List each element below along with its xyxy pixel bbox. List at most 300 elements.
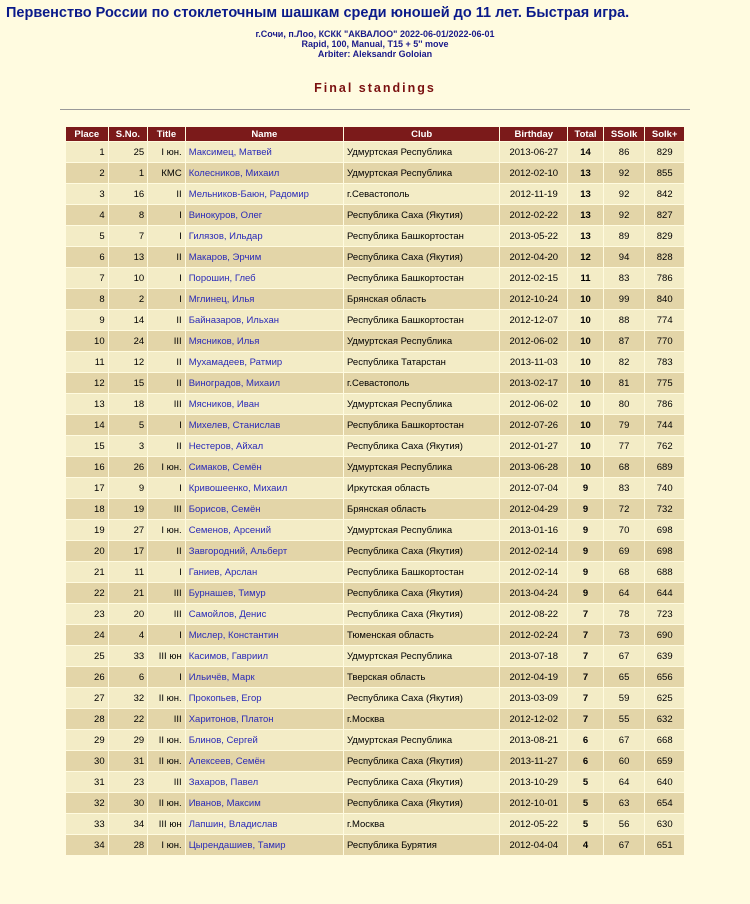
cell-total: 14: [568, 142, 603, 162]
cell-sno: 9: [109, 478, 148, 498]
cell-solk-plus: 783: [645, 352, 684, 372]
cell-solk-plus: 786: [645, 268, 684, 288]
cell-birthday: 2012-12-07: [500, 310, 567, 330]
cell-total: 7: [568, 625, 603, 645]
cell-ssolk: 70: [604, 520, 645, 540]
cell-ssolk: 67: [604, 646, 645, 666]
cell-birthday: 2012-06-02: [500, 331, 567, 351]
cell-ssolk: 83: [604, 268, 645, 288]
cell-name[interactable]: Виноградов, Михаил: [186, 373, 343, 393]
cell-solk-plus: 651: [645, 835, 684, 855]
cell-place: 34: [66, 835, 108, 855]
cell-ssolk: 79: [604, 415, 645, 435]
cell-place: 2: [66, 163, 108, 183]
cell-total: 12: [568, 247, 603, 267]
cell-solk-plus: 762: [645, 436, 684, 456]
cell-solk-plus: 829: [645, 142, 684, 162]
cell-club: Брянская область: [344, 289, 499, 309]
cell-name[interactable]: Ганиев, Арслан: [186, 562, 343, 582]
cell-name[interactable]: Колесников, Михаил: [186, 163, 343, 183]
cell-solk-plus: 630: [645, 814, 684, 834]
table-row: [66, 226, 684, 246]
cell-birthday: 2012-04-04: [500, 835, 567, 855]
cell-name[interactable]: Захаров, Павел: [186, 772, 343, 792]
cell-name[interactable]: Харитонов, Платон: [186, 709, 343, 729]
cell-name[interactable]: Мислер, Константин: [186, 625, 343, 645]
cell-birthday: 2013-07-18: [500, 646, 567, 666]
table-row: [66, 247, 684, 267]
cell-birthday: 2012-04-29: [500, 499, 567, 519]
cell-club: Иркутская область: [344, 478, 499, 498]
cell-club: г.Москва: [344, 814, 499, 834]
cell-name[interactable]: Бурнашев, Тимур: [186, 583, 343, 603]
cell-club: Республика Саха (Якутия): [344, 541, 499, 561]
table-row: [66, 499, 684, 519]
cell-place: 25: [66, 646, 108, 666]
cell-place: 8: [66, 289, 108, 309]
cell-total: 6: [568, 730, 603, 750]
cell-birthday: 2012-02-15: [500, 268, 567, 288]
cell-place: 33: [66, 814, 108, 834]
cell-name[interactable]: Касимов, Гавриил: [186, 646, 343, 666]
cell-sno: 12: [109, 352, 148, 372]
table-row: [66, 772, 684, 792]
cell-solk-plus: 775: [645, 373, 684, 393]
cell-solk-plus: 640: [645, 772, 684, 792]
cell-club: Удмуртская Республика: [344, 331, 499, 351]
cell-title: III юн: [148, 646, 185, 666]
cell-birthday: 2013-05-22: [500, 226, 567, 246]
cell-birthday: 2013-01-16: [500, 520, 567, 540]
cell-ssolk: 64: [604, 772, 645, 792]
cell-total: 13: [568, 184, 603, 204]
cell-birthday: 2012-02-10: [500, 163, 567, 183]
cell-birthday: 2012-02-14: [500, 541, 567, 561]
cell-club: Республика Саха (Якутия): [344, 247, 499, 267]
cell-name[interactable]: Винокуров, Олег: [186, 205, 343, 225]
cell-total: 6: [568, 751, 603, 771]
cell-total: 10: [568, 415, 603, 435]
cell-sno: 26: [109, 457, 148, 477]
page-title: Первенство России по стоклеточным шашкам среди юношей до 11 лет. Быстрая игра.: [6, 5, 630, 21]
cell-place: 16: [66, 457, 108, 477]
table-row: [66, 793, 684, 813]
cell-sno: 31: [109, 751, 148, 771]
cell-birthday: 2013-11-03: [500, 352, 567, 372]
cell-birthday: 2013-08-21: [500, 730, 567, 750]
cell-place: 6: [66, 247, 108, 267]
cell-ssolk: 87: [604, 331, 645, 351]
cell-place: 11: [66, 352, 108, 372]
cell-total: 10: [568, 331, 603, 351]
table-row: [66, 352, 684, 372]
cell-place: 5: [66, 226, 108, 246]
cell-title: I: [148, 562, 185, 582]
cell-place: 26: [66, 667, 108, 687]
cell-club: Удмуртская Республика: [344, 394, 499, 414]
table-row: [66, 394, 684, 414]
col-name[interactable]: Name: [186, 127, 343, 141]
cell-solk-plus: 688: [645, 562, 684, 582]
cell-title: II: [148, 436, 185, 456]
cell-ssolk: 89: [604, 226, 645, 246]
cell-place: 17: [66, 478, 108, 498]
cell-solk-plus: 740: [645, 478, 684, 498]
divider: [60, 109, 690, 110]
cell-title: I: [148, 268, 185, 288]
cell-sno: 19: [109, 499, 148, 519]
cell-birthday: 2012-10-24: [500, 289, 567, 309]
table-row: [66, 709, 684, 729]
cell-club: Удмуртская Республика: [344, 520, 499, 540]
cell-title: II: [148, 184, 185, 204]
cell-title: I юн.: [148, 457, 185, 477]
cell-name[interactable]: Завгородний, Альберт: [186, 541, 343, 561]
col-title[interactable]: Title: [148, 127, 185, 141]
cell-total: 5: [568, 772, 603, 792]
cell-name[interactable]: Нестеров, Айхал: [186, 436, 343, 456]
cell-place: 24: [66, 625, 108, 645]
cell-title: II: [148, 541, 185, 561]
cell-place: 30: [66, 751, 108, 771]
cell-sno: 17: [109, 541, 148, 561]
cell-birthday: 2012-11-19: [500, 184, 567, 204]
table-row: [66, 436, 684, 456]
cell-total: 10: [568, 373, 603, 393]
cell-club: Удмуртская Республика: [344, 142, 499, 162]
cell-place: 28: [66, 709, 108, 729]
col-birthday[interactable]: Birthday: [500, 127, 567, 141]
cell-total: 13: [568, 163, 603, 183]
cell-club: г.Севастополь: [344, 184, 499, 204]
cell-title: III: [148, 499, 185, 519]
cell-club: Республика Саха (Якутия): [344, 583, 499, 603]
cell-club: Республика Саха (Якутия): [344, 751, 499, 771]
cell-name[interactable]: Иванов, Максим: [186, 793, 343, 813]
cell-name[interactable]: Прокопьев, Егор: [186, 688, 343, 708]
cell-sno: 1: [109, 163, 148, 183]
cell-title: I: [148, 205, 185, 225]
cell-birthday: 2012-07-04: [500, 478, 567, 498]
cell-solk-plus: 827: [645, 205, 684, 225]
cell-title: I: [148, 415, 185, 435]
cell-club: Республика Башкортостан: [344, 226, 499, 246]
cell-solk-plus: 770: [645, 331, 684, 351]
cell-place: 18: [66, 499, 108, 519]
cell-name[interactable]: Гилязов, Ильдар: [186, 226, 343, 246]
cell-birthday: 2012-06-02: [500, 394, 567, 414]
cell-ssolk: 67: [604, 835, 645, 855]
col-total[interactable]: Total: [568, 127, 603, 141]
table-row: [66, 142, 684, 162]
cell-club: Республика Башкортостан: [344, 310, 499, 330]
cell-name[interactable]: Мясников, Иван: [186, 394, 343, 414]
cell-sno: 6: [109, 667, 148, 687]
cell-birthday: 2012-10-01: [500, 793, 567, 813]
table-row: [66, 163, 684, 183]
cell-total: 10: [568, 457, 603, 477]
cell-place: 22: [66, 583, 108, 603]
cell-club: Республика Саха (Якутия): [344, 604, 499, 624]
cell-ssolk: 65: [604, 667, 645, 687]
cell-birthday: 2013-04-24: [500, 583, 567, 603]
cell-total: 11: [568, 268, 603, 288]
cell-sno: 11: [109, 562, 148, 582]
cell-ssolk: 82: [604, 352, 645, 372]
cell-sno: 23: [109, 772, 148, 792]
cell-birthday: 2012-07-26: [500, 415, 567, 435]
cell-club: Республика Саха (Якутия): [344, 772, 499, 792]
cell-sno: 34: [109, 814, 148, 834]
cell-birthday: 2012-04-20: [500, 247, 567, 267]
cell-solk-plus: 698: [645, 520, 684, 540]
table-row: [66, 478, 684, 498]
cell-ssolk: 92: [604, 184, 645, 204]
col-solk-plus[interactable]: Solk+: [645, 127, 684, 141]
cell-title: I юн.: [148, 142, 185, 162]
table-row: [66, 751, 684, 771]
cell-club: Удмуртская Республика: [344, 646, 499, 666]
cell-club: Удмуртская Республика: [344, 163, 499, 183]
cell-sno: 4: [109, 625, 148, 645]
cell-club: Республика Саха (Якутия): [344, 688, 499, 708]
cell-title: II: [148, 373, 185, 393]
cell-place: 9: [66, 310, 108, 330]
cell-name[interactable]: Самойлов, Денис: [186, 604, 343, 624]
section-title: Final standings: [314, 81, 436, 95]
cell-club: г.Москва: [344, 709, 499, 729]
cell-title: II: [148, 247, 185, 267]
cell-solk-plus: 668: [645, 730, 684, 750]
cell-solk-plus: 654: [645, 793, 684, 813]
cell-club: г.Севастополь: [344, 373, 499, 393]
cell-name[interactable]: Алексеев, Семён: [186, 751, 343, 771]
cell-total: 7: [568, 709, 603, 729]
cell-total: 10: [568, 289, 603, 309]
cell-title: III: [148, 772, 185, 792]
cell-name[interactable]: Максимец, Матвей: [186, 142, 343, 162]
cell-ssolk: 55: [604, 709, 645, 729]
cell-ssolk: 94: [604, 247, 645, 267]
tournament-info: [0, 29, 750, 59]
cell-place: 12: [66, 373, 108, 393]
table-row: [66, 667, 684, 687]
cell-title: III: [148, 583, 185, 603]
table-row: [66, 604, 684, 624]
cell-birthday: 2012-02-22: [500, 205, 567, 225]
cell-name[interactable]: Борисов, Семён: [186, 499, 343, 519]
table-row: [66, 373, 684, 393]
table-row: [66, 835, 684, 855]
cell-title: III: [148, 709, 185, 729]
cell-total: 7: [568, 604, 603, 624]
cell-place: 29: [66, 730, 108, 750]
cell-name[interactable]: Симаков, Семён: [186, 457, 343, 477]
cell-ssolk: 81: [604, 373, 645, 393]
cell-name[interactable]: Михелев, Станислав: [186, 415, 343, 435]
table-row: [66, 688, 684, 708]
cell-sno: 14: [109, 310, 148, 330]
table-row: [66, 331, 684, 351]
cell-ssolk: 83: [604, 478, 645, 498]
cell-solk-plus: 855: [645, 163, 684, 183]
cell-name[interactable]: Мглинец, Илья: [186, 289, 343, 309]
col-sno[interactable]: S.No.: [109, 127, 148, 141]
cell-place: 15: [66, 436, 108, 456]
cell-ssolk: 88: [604, 310, 645, 330]
cell-birthday: 2013-06-27: [500, 142, 567, 162]
cell-birthday: 2013-10-29: [500, 772, 567, 792]
cell-total: 4: [568, 835, 603, 855]
cell-total: 5: [568, 793, 603, 813]
cell-total: 10: [568, 436, 603, 456]
cell-birthday: 2012-02-14: [500, 562, 567, 582]
cell-name[interactable]: Байназаров, Ильхан: [186, 310, 343, 330]
cell-title: I: [148, 226, 185, 246]
cell-club: Республика Татарстан: [344, 352, 499, 372]
cell-ssolk: 69: [604, 541, 645, 561]
cell-birthday: 2012-02-24: [500, 625, 567, 645]
cell-sno: 13: [109, 247, 148, 267]
col-ssolk[interactable]: SSolk: [604, 127, 645, 141]
cell-ssolk: 64: [604, 583, 645, 603]
cell-total: 9: [568, 478, 603, 498]
cell-place: 14: [66, 415, 108, 435]
cell-solk-plus: 774: [645, 310, 684, 330]
table-row: [66, 646, 684, 666]
cell-club: Республика Бурятия: [344, 835, 499, 855]
cell-club: Республика Башкортостан: [344, 415, 499, 435]
cell-solk-plus: 840: [645, 289, 684, 309]
cell-name[interactable]: Блинов, Сергей: [186, 730, 343, 750]
cell-sno: 32: [109, 688, 148, 708]
cell-sno: 10: [109, 268, 148, 288]
cell-name[interactable]: Макаров, Эрчим: [186, 247, 343, 267]
cell-total: 9: [568, 583, 603, 603]
cell-sno: 8: [109, 205, 148, 225]
cell-title: III юн: [148, 814, 185, 834]
cell-place: 3: [66, 184, 108, 204]
table-row: [66, 415, 684, 435]
table-row: [66, 268, 684, 288]
cell-solk-plus: 744: [645, 415, 684, 435]
cell-name[interactable]: Семенов, Арсений: [186, 520, 343, 540]
cell-solk-plus: 625: [645, 688, 684, 708]
cell-total: 9: [568, 520, 603, 540]
cell-total: 7: [568, 667, 603, 687]
cell-solk-plus: 644: [645, 583, 684, 603]
cell-birthday: 2012-04-19: [500, 667, 567, 687]
cell-birthday: 2013-11-27: [500, 751, 567, 771]
cell-solk-plus: 689: [645, 457, 684, 477]
standings-table: [65, 126, 685, 856]
cell-sno: 27: [109, 520, 148, 540]
cell-club: Республика Башкортостан: [344, 562, 499, 582]
col-place[interactable]: Place: [66, 127, 108, 141]
cell-place: 10: [66, 331, 108, 351]
cell-ssolk: 92: [604, 205, 645, 225]
cell-ssolk: 77: [604, 436, 645, 456]
cell-club: Республика Башкортостан: [344, 268, 499, 288]
cell-ssolk: 72: [604, 499, 645, 519]
cell-sno: 16: [109, 184, 148, 204]
cell-name[interactable]: Мясников, Илья: [186, 331, 343, 351]
cell-club: Брянская область: [344, 499, 499, 519]
table-header-row: [66, 127, 684, 141]
cell-place: 20: [66, 541, 108, 561]
cell-place: 1: [66, 142, 108, 162]
table-row: [66, 625, 684, 645]
cell-sno: 5: [109, 415, 148, 435]
cell-name[interactable]: Цырендашиев, Тамир: [186, 835, 343, 855]
cell-ssolk: 59: [604, 688, 645, 708]
cell-ssolk: 80: [604, 394, 645, 414]
cell-sno: 33: [109, 646, 148, 666]
cell-sno: 24: [109, 331, 148, 351]
table-row: [66, 583, 684, 603]
cell-sno: 29: [109, 730, 148, 750]
cell-total: 10: [568, 352, 603, 372]
cell-sno: 15: [109, 373, 148, 393]
cell-title: II юн.: [148, 751, 185, 771]
table-row: [66, 562, 684, 582]
cell-sno: 18: [109, 394, 148, 414]
table-body: [66, 142, 684, 855]
cell-ssolk: 73: [604, 625, 645, 645]
cell-place: 23: [66, 604, 108, 624]
cell-birthday: 2012-12-02: [500, 709, 567, 729]
cell-solk-plus: 732: [645, 499, 684, 519]
cell-solk-plus: 639: [645, 646, 684, 666]
tournament-location: г.Сочи, п.Лоо, КСКК "АКВАЛОО" 2022-06-01/2022-06-01: [255, 29, 495, 39]
cell-club: Республика Саха (Якутия): [344, 205, 499, 225]
cell-name[interactable]: Кривошеенко, Михаил: [186, 478, 343, 498]
table-row: [66, 541, 684, 561]
cell-club: Удмуртская Республика: [344, 457, 499, 477]
cell-title: III: [148, 331, 185, 351]
cell-sno: 7: [109, 226, 148, 246]
col-club[interactable]: Club: [344, 127, 499, 141]
cell-sno: 3: [109, 436, 148, 456]
cell-sno: 21: [109, 583, 148, 603]
cell-name[interactable]: Мухамадеев, Ратмир: [186, 352, 343, 372]
cell-total: 9: [568, 541, 603, 561]
cell-ssolk: 63: [604, 793, 645, 813]
cell-place: 4: [66, 205, 108, 225]
cell-ssolk: 92: [604, 163, 645, 183]
cell-total: 10: [568, 394, 603, 414]
cell-name[interactable]: Ильичёв, Марк: [186, 667, 343, 687]
cell-birthday: 2012-05-22: [500, 814, 567, 834]
cell-name[interactable]: Лапшин, Владислав: [186, 814, 343, 834]
cell-name[interactable]: Мельников-Баюн, Радомир: [186, 184, 343, 204]
cell-birthday: 2012-08-22: [500, 604, 567, 624]
cell-solk-plus: 659: [645, 751, 684, 771]
cell-place: 27: [66, 688, 108, 708]
cell-title: II юн.: [148, 688, 185, 708]
cell-club: Республика Саха (Якутия): [344, 436, 499, 456]
cell-ssolk: 67: [604, 730, 645, 750]
cell-place: 7: [66, 268, 108, 288]
cell-name[interactable]: Порошин, Глеб: [186, 268, 343, 288]
cell-sno: 28: [109, 835, 148, 855]
cell-solk-plus: 656: [645, 667, 684, 687]
cell-total: 10: [568, 310, 603, 330]
tournament-arbiter: Arbiter: Aleksandr Goloian: [317, 49, 433, 59]
cell-title: III: [148, 394, 185, 414]
cell-sno: 22: [109, 709, 148, 729]
cell-place: 32: [66, 793, 108, 813]
